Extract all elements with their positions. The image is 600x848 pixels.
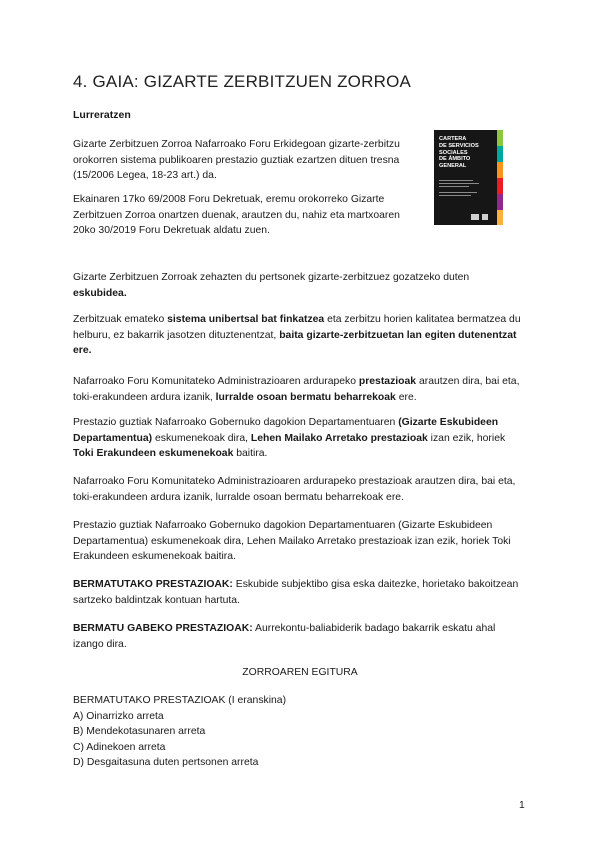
cover-logo-icon [482, 214, 488, 220]
intro-paragraph-2: Ekainaren 17ko 69/2008 Foru Dekretuak, eremu orokorreko Gizarte Zerbitzuen Zorroa onartzen duenak, arautzen du, nahiz eta martxoaren 20ko 30/2019 Foru Dekretuak aldatu zuen. [73, 194, 400, 237]
paragraph-7: Nafarroako Foru Komunitateko Administrazioaren ardurapeko prestazioak arautzen dira, bai eta, toki-erakundeen ardura izanik, lurralde osoan bermatu beharrekoak ere. [73, 476, 516, 503]
paragraph-9: BERMATUTAKO PRESTAZIOAK: Eskubide subjektibo gisa eska daitezke, horietako bakoitzean sartzeko baldintzak kontuan hartuta. [73, 579, 519, 606]
section-heading: ZORROAREN EGITURA [242, 667, 358, 678]
paragraph-6: Prestazio guztiak Nafarroako Gobernuko dagokion Departamentuaren (Gizarte Eskubideen Departamentua) eskumenekoak dira, Lehen Mailako Arretako prestazioak izan ezik, horiek Toki Erakundeen eskumenekoak baitira. [73, 417, 506, 460]
cover-fine-print [439, 192, 477, 193]
list-item: D) Desgaitasuna duten pertsonen arreta [73, 757, 259, 769]
cover-stripe [497, 178, 503, 194]
intro-paragraph-1: Gizarte Zerbitzuen Zorroa Nafarroako Foru Erkidegoan gizarte-zerbitzu orokorren sistema publikoaren prestazio guztiak ezartzen dituen tresna (15/2006 Legea, 18-23 art.) da. [73, 139, 400, 182]
list-item: C) Adinekoen arreta [73, 741, 166, 753]
list-item: A) Oinarrizko arreta [73, 710, 164, 722]
paragraph-5: Nafarroako Foru Komunitateko Administrazioaren ardurapeko prestazioak arautzen dira, bai eta, toki-erakundeen ardura izanik, lurralde osoan bermatu beharrekoak ere. [73, 376, 520, 403]
page-title: 4. GAIA: GIZARTE ZERBITZUEN ZORROA [73, 72, 412, 91]
cover-stripe [497, 210, 503, 225]
cover-stripe [497, 162, 503, 178]
cover-stripe [497, 130, 503, 146]
list-heading: BERMATUTAKO PRESTAZIOAK (I eranskina) [73, 695, 287, 706]
cover-stripe [497, 146, 503, 162]
cover-fine-print [439, 180, 473, 181]
cover-stripe [497, 194, 503, 210]
paragraph-3: Gizarte Zerbitzuen Zorroak zehazten du pertsonek gizarte-zerbitzuez gozatzeko duten eskubidea. [73, 272, 470, 299]
prestazio-list [73, 693, 286, 771]
subheading: Lurreratzen [73, 109, 131, 121]
paragraph-10: BERMATU GABEKO PRESTAZIOAK: Aurrekontu-baliabiderik badago bakarrik eskatu ahal izango dira. [73, 623, 496, 650]
book-cover-image [434, 130, 503, 225]
paragraph-4: Zerbitzuak emateko sistema unibertsal bat finkatzea eta zerbitzu horien kalitatea bermatzea du helburu, ez bakarrik jasotzen dituztenentzat, baita gizarte-zerbitzuetan lan egiten dutenentzat ere. [73, 314, 521, 357]
cover-logo-icon [471, 214, 479, 220]
cover-fine-print [439, 183, 479, 184]
cover-title: CARTERA DE SERVICIOS SOCIALES DE ÁMBITO GENERAL [439, 136, 479, 170]
cover-fine-print [439, 186, 469, 187]
page-number: 1 [519, 800, 525, 811]
cover-fine-print [439, 195, 471, 196]
paragraph-8: Prestazio guztiak Nafarroako Gobernuko dagokion Departamentuaren (Gizarte Eskubideen Departamentua) eskumenekoak dira, Lehen Mailako Arretako prestazioak izan ezik, horiek Toki Erakundeen eskumenekoak baitira. [73, 520, 511, 563]
list-item: B) Mendekotasunaren arreta [73, 726, 206, 738]
